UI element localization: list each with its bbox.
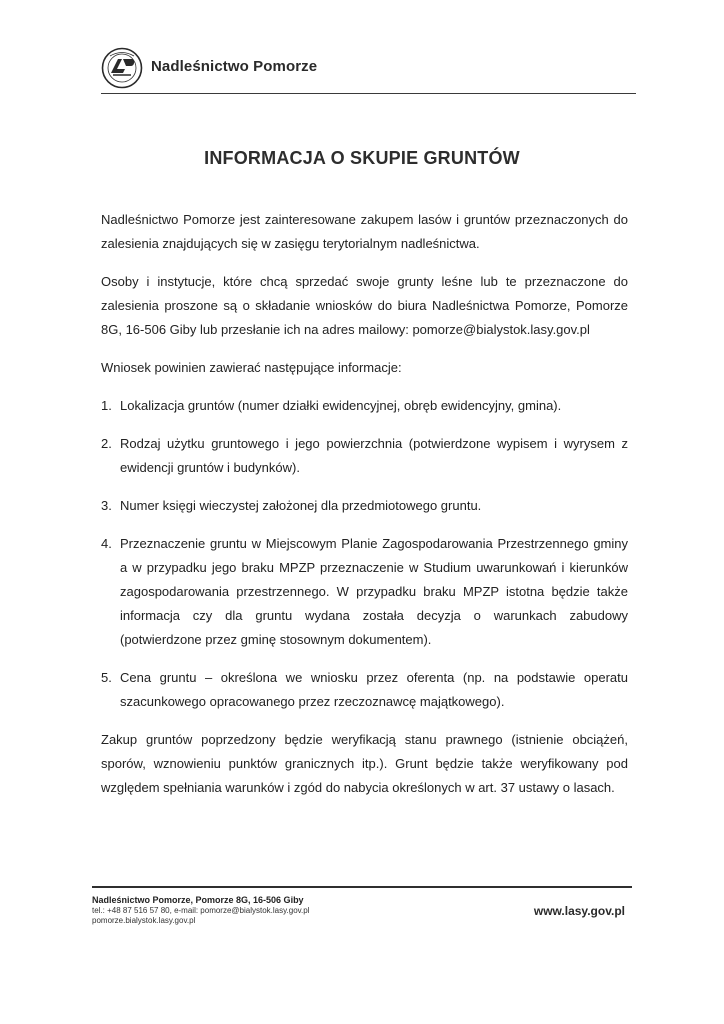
footer-website-large: www.lasy.gov.pl [533,904,625,918]
list-item-text: Numer księgi wieczystej założonej dla przedmiotowego gruntu. [120,498,482,513]
lasy-panstwowe-logo [101,47,143,89]
list-item-number: 1. [101,398,112,413]
list-item [101,494,628,518]
list-item [101,666,628,714]
office-email: pomorze@bialystok.lasy.gov.pl [412,322,590,337]
list-item-number: 5. [101,670,112,685]
list-item [101,532,628,652]
list-intro: Wniosek powinien zawierać następujące informacje: [101,360,402,375]
list-item-number: 4. [101,536,112,551]
list-item-text: Przeznaczenie gruntu w Miejscowym Planie Zagospodarowania Przestrzennego gminy a w przypadku jego braku MPZP przeznaczenie w Studium uwarunkowań i kierunków zagospodarowania przestrzennego. W przypadku braku MPZP istotna będzie także informacja czy dla gruntu wydana została decyzja o warunkach zabudowy (potwierdzone przez gminę stosownym dokumentem). [120,536,628,647]
organization-name: Nadleśnictwo Pomorze [151,58,318,75]
closing-paragraph: Zakup gruntów poprzedzony będzie weryfikacją stanu prawnego (istnienie obciążeń, sporów, wznowieniu punktów granicznych itp.). Grunt będzie także weryfikowany pod względem spełniania warunków i zgód do nabycia określonych w art. 37 ustawy o lasach. [101,732,628,795]
footer-address: Nadleśnictwo Pomorze, Pomorze 8G, 16-506 Giby [92,895,304,905]
document-title: INFORMACJA O SKUPIE GRUNTÓW [204,148,520,168]
instructions-text: Osoby i instytucje, które chcą sprzedać swoje grunty leśne lub te przeznaczone do zalesienia proszone są o składanie wniosków do biura Nadleśnictwa Pomorze, Pomorze 8G, 16-506 Giby lub przesłanie ich na adres mailowy: [101,274,628,337]
footer-contact-block [92,895,432,926]
requirements-list [101,394,628,714]
list-item [101,394,628,418]
list-item [101,432,628,480]
instructions-paragraph [101,270,628,342]
intro-paragraph: Nadleśnictwo Pomorze jest zainteresowane zakupem lasów i gruntów przeznaczonych do zalesienia znajdujących się w zasięgu terytorialnym nadleśnictwa. [101,212,628,251]
list-item-text: Lokalizacja gruntów (numer działki ewidencyjnej, obręb ewidencyjny, gmina). [120,398,562,413]
list-item-number: 2. [101,436,112,451]
document-body [101,208,628,814]
list-item-text: Rodzaj użytku gruntowego i jego powierzchnia (potwierdzone wypisem i wyrysem z ewidencji gruntów i budynków). [120,436,628,475]
list-item-text: Cena gruntu – określona we wniosku przez oferenta (np. na podstawie operatu szacunkowego opracowanego przez rzeczoznawcę majątkowego). [120,670,628,709]
footer-divider [92,886,632,888]
header-divider [101,93,636,94]
footer-contact: tel.: +48 87 516 57 80, e-mail: pomorze@bialystok.lasy.gov.pl [92,906,310,915]
footer-website-small: pomorze.bialystok.lasy.gov.pl [92,916,196,925]
list-item-number: 3. [101,498,112,513]
letterhead [101,42,636,96]
